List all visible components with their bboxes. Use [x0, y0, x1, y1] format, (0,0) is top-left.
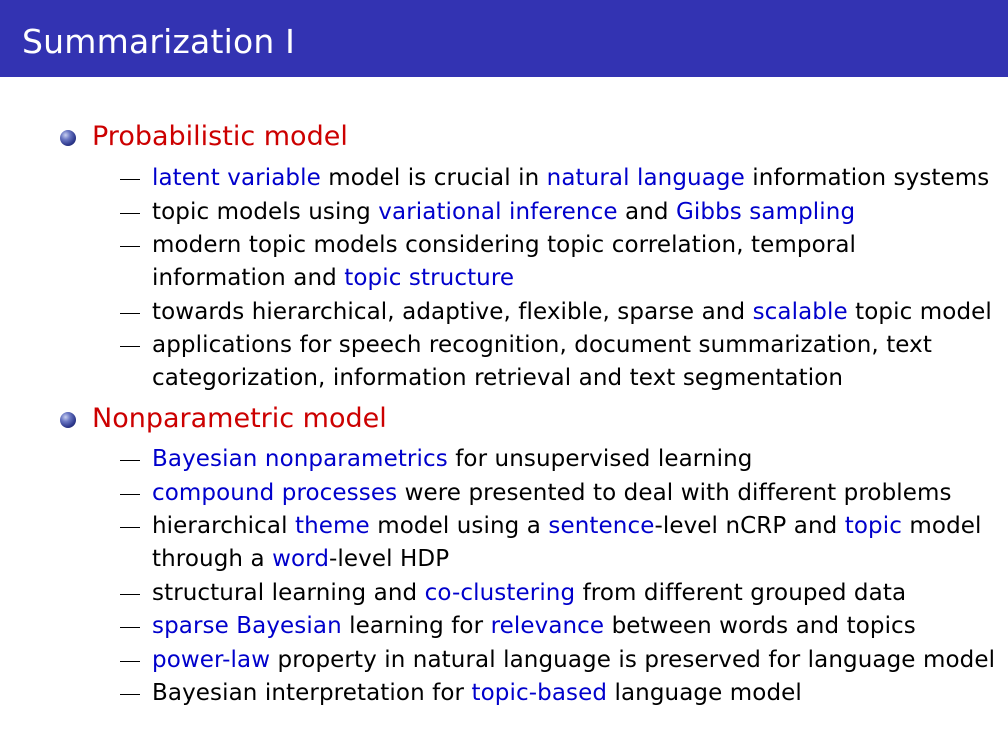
highlighted-term: word [272, 546, 330, 572]
highlighted-term: sparse Bayesian [152, 613, 342, 639]
list-item-line [152, 645, 995, 675]
text-span: model using a [369, 513, 549, 539]
highlighted-term: co-clustering [424, 580, 576, 606]
text-span: structural learning and [152, 580, 425, 606]
list-item-line [152, 197, 855, 227]
text-span: -level HDP [329, 546, 450, 572]
list-item-line [152, 611, 916, 641]
text-span: topic model [847, 299, 992, 325]
text-span: learning for [341, 613, 491, 639]
text-span: from different grouped data [575, 580, 907, 606]
list-item-line [152, 444, 752, 474]
dash-bullet-icon [120, 213, 140, 214]
list-item-line [152, 263, 514, 293]
list-item-line [152, 678, 802, 708]
text-span: for unsupervised learning [447, 446, 753, 472]
title-bar [0, 0, 1008, 77]
text-span: were presented to deal with different problems [397, 480, 952, 506]
dash-bullet-icon [120, 594, 140, 595]
dash-bullet-icon [120, 627, 140, 628]
text-span: information and [152, 265, 345, 291]
list-item-line [152, 478, 952, 508]
highlighted-term: variational inference [378, 199, 618, 225]
list-item-line [152, 363, 843, 393]
text-span: applications for speech recognition, document summarization, text [152, 332, 932, 358]
list-item-line [152, 578, 906, 608]
dash-bullet-icon [120, 661, 140, 662]
section-heading: Nonparametric model [92, 403, 387, 434]
highlighted-term: theme [294, 513, 370, 539]
slide-title: Summarization I [22, 22, 296, 61]
text-span: towards hierarchical, adaptive, flexible, sparse and [152, 299, 753, 325]
text-span: and [617, 199, 676, 225]
list-item-line [152, 544, 449, 574]
highlighted-term: topic [844, 513, 902, 539]
text-span: categorization, information retrieval and text segmentation [152, 365, 844, 391]
section-bullet-icon [60, 412, 76, 428]
highlighted-term: relevance [490, 613, 605, 639]
text-span: property in natural language is preserved for language model [270, 647, 996, 673]
highlighted-term: sentence [548, 513, 655, 539]
list-item-line [152, 330, 932, 360]
text-span: Bayesian interpretation for [152, 680, 472, 706]
dash-bullet-icon [120, 694, 140, 695]
highlighted-term: compound processes [152, 480, 398, 506]
text-span: between words and topics [604, 613, 916, 639]
highlighted-term: latent variable [152, 165, 321, 191]
section-bullet-icon [60, 130, 76, 146]
text-span: information systems [744, 165, 990, 191]
highlighted-term: scalable [752, 299, 848, 325]
text-span: language model [607, 680, 802, 706]
section-heading: Probabilistic model [92, 121, 348, 152]
highlighted-term: natural language [546, 165, 745, 191]
highlighted-term: Gibbs sampling [676, 199, 856, 225]
highlighted-term: power-law [152, 647, 271, 673]
list-item-line [152, 163, 989, 193]
dash-bullet-icon [120, 346, 140, 347]
dash-bullet-icon [120, 527, 140, 528]
text-span: -level nCRP and [654, 513, 845, 539]
text-span: hierarchical [152, 513, 295, 539]
dash-bullet-icon [120, 494, 140, 495]
text-span: modern topic models considering topic correlation, temporal [152, 232, 857, 258]
text-span: through a [152, 546, 273, 572]
text-span: model [901, 513, 982, 539]
dash-bullet-icon [120, 460, 140, 461]
highlighted-term: topic structure [344, 265, 515, 291]
dash-bullet-icon [120, 246, 140, 247]
list-item-line [152, 230, 856, 260]
highlighted-term: topic-based [471, 680, 608, 706]
text-span: topic models using [152, 199, 379, 225]
list-item-line [152, 297, 992, 327]
highlighted-term: Bayesian nonparametrics [152, 446, 448, 472]
dash-bullet-icon [120, 179, 140, 180]
list-item-line [152, 511, 982, 541]
dash-bullet-icon [120, 313, 140, 314]
text-span: model is crucial in [320, 165, 547, 191]
